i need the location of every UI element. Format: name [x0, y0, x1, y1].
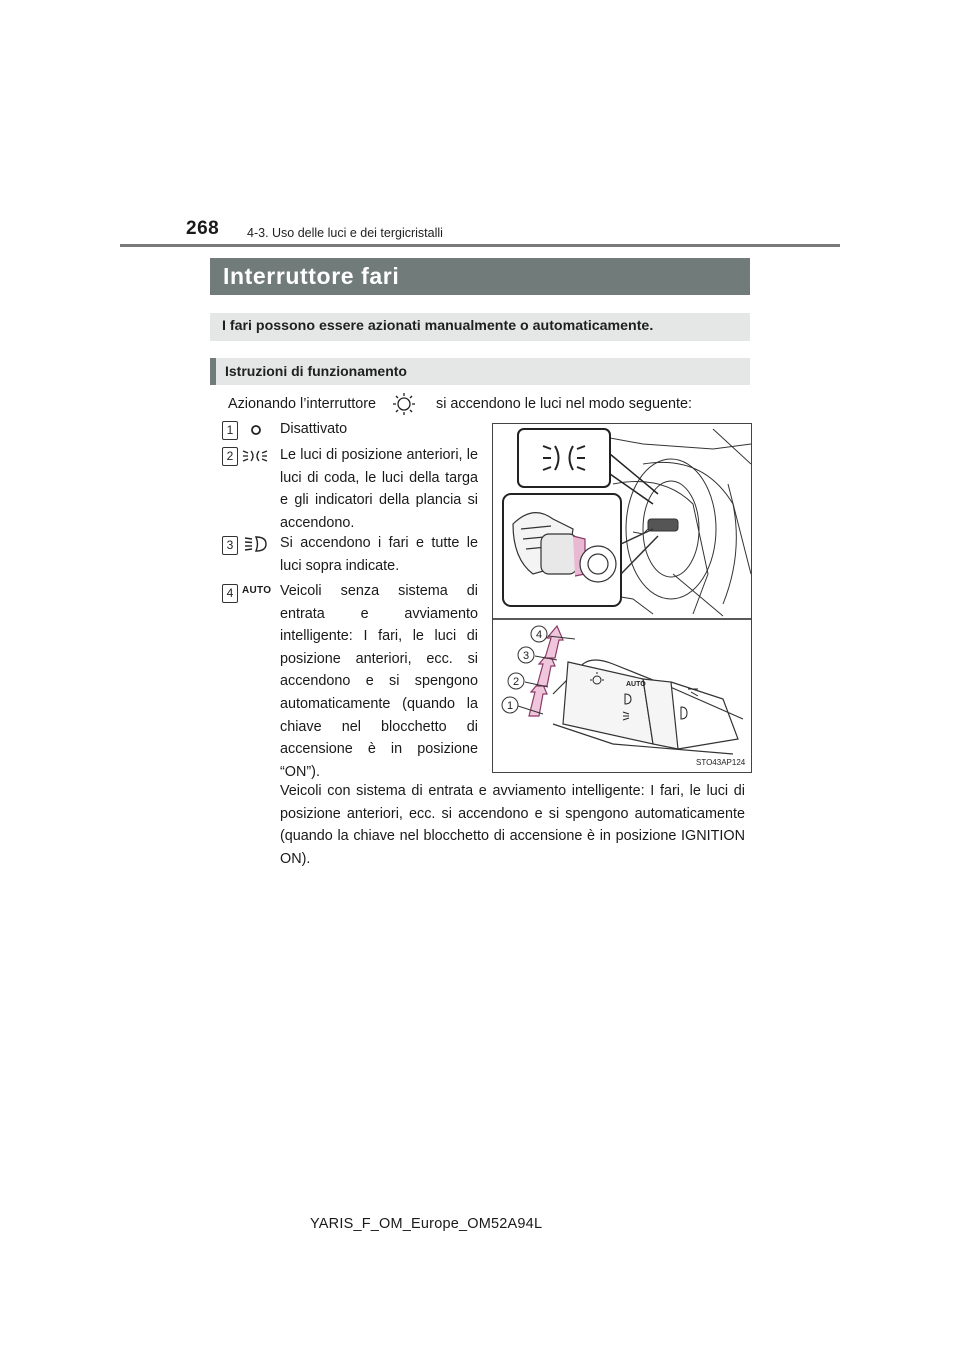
- item-text: Le luci di posizione anteriori, le luci di coda, le luci della targa e gli indicatori della plancia si accendono.: [280, 447, 478, 531]
- subheading-bar: [210, 358, 750, 385]
- figure-illustration: [493, 424, 751, 772]
- headlight-switch-figure: [492, 423, 752, 773]
- item-number: 2: [222, 447, 238, 466]
- figure-callout: 2: [512, 676, 520, 688]
- header-rule: [120, 244, 840, 247]
- page-title: Interruttore fari: [223, 263, 400, 289]
- figure-label: STO43AP124: [696, 758, 746, 767]
- headlight-icon: [244, 535, 272, 553]
- page-number: 268: [186, 218, 220, 239]
- item-number: 4: [222, 584, 238, 603]
- footer-code: YARIS_F_OM_Europe_OM52A94L: [310, 1216, 543, 1232]
- body-paragraph: Veicoli con sistema di entrata e avviamento intelligente: I fari, le luci di posizione anteriori, ecc. si accendono e si spengono automaticamente (quando la chiave nel blocchetto di accensione è in posizione IGNITION ON).: [280, 783, 745, 867]
- item-text: Si accendono i fari e tutte le luci sopra indicate.: [280, 535, 478, 574]
- figure-callout: 3: [522, 650, 530, 662]
- intro-text: I fari possono essere azionati manualmente o automaticamente.: [222, 318, 654, 334]
- figure-callout: 1: [506, 700, 514, 712]
- intro-box: [210, 313, 750, 341]
- figure-callout: 4: [535, 629, 543, 641]
- subheading-accent: [210, 358, 216, 385]
- item-text: Veicoli senza sistema di entrata e avviamento intelligente: I fari, le luci di posizione anteriori, ecc. si accendono e si spengono automaticamente (quando la chiave nel blocchetto di accensione è in posizione “ON”).: [280, 583, 478, 780]
- off-circle-icon: [246, 422, 274, 440]
- section-header: 4-3. Uso delle luci e dei tergicristalli: [247, 226, 443, 240]
- instruction-before: Azionando l’interruttore: [228, 396, 376, 412]
- auto-icon: AUTO: [242, 585, 272, 596]
- figure-switch-text: AUTO: [626, 681, 646, 688]
- item-text: Disattivato: [280, 421, 348, 437]
- position-lights-icon: [242, 447, 270, 465]
- light-switch-icon: [380, 394, 432, 414]
- item-number: 1: [222, 421, 238, 440]
- instruction-line: [228, 394, 758, 414]
- instruction-after: si accendono le luci nel modo seguente:: [436, 396, 693, 412]
- item-number: 3: [222, 536, 238, 555]
- title-bar: [210, 258, 750, 295]
- subheading: Istruzioni di funzionamento: [225, 363, 407, 379]
